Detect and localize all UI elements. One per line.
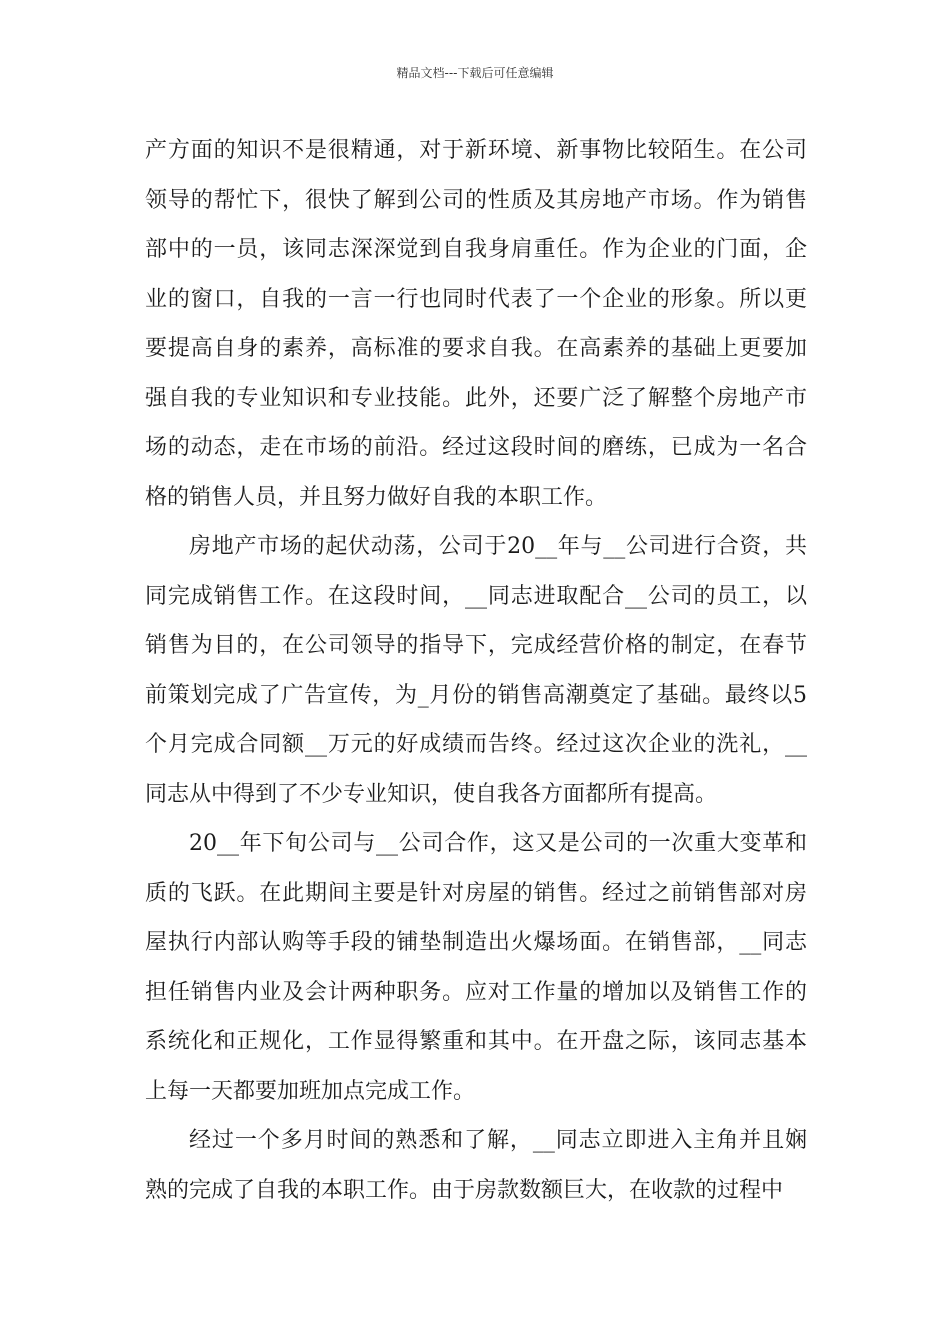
page-header: 精品文档---下载后可任意编辑 — [396, 66, 554, 80]
paragraph-line: 同志从中得到了不少专业知识，使自我各方面都所有提高。 — [145, 781, 718, 807]
paragraph-line: 前策划完成了广告宣传，为_月份的销售高潮奠定了基础。最终以5 — [145, 682, 807, 708]
paragraph-line: 要提高自身的素养，高标准的要求自我。在高素养的基础上更要加 — [145, 336, 807, 361]
paragraph-line: 业的窗口，自我的一言一行也同时代表了一个企业的形象。所以更 — [145, 286, 807, 312]
paragraph-line: 熟的完成了自我的本职工作。由于房款数额巨大，在收款的过程中 — [145, 1177, 784, 1203]
paragraph-line: 强自我的专业知识和专业技能。此外，还要广泛了解整个房地产市 — [145, 385, 807, 411]
paragraph-line: 上每一天都要加班加点完成工作。 — [145, 1078, 476, 1104]
paragraph-line: 20__年下旬公司与__公司合作，这又是公司的一次重大变革和 — [189, 831, 807, 856]
paragraph-line: 个月完成合同额__万元的好成绩而告终。经过这次企业的洗礼，__ — [145, 732, 807, 757]
paragraph-line: 领导的帮忙下，很快了解到公司的性质及其房地产市场。作为销售 — [145, 187, 807, 213]
paragraph-line: 房地产市场的起伏动荡，公司于20__年与__公司进行合资，共 — [189, 534, 807, 559]
paragraph-line: 同完成销售工作。在这段时间，__同志进取配合__公司的员工，以 — [145, 583, 807, 609]
paragraph-line: 质的飞跃。在此期间主要是针对房屋的销售。经过之前销售部对房 — [145, 880, 807, 906]
paragraph-line: 场的动态，走在市场的前沿。经过这段时间的磨练，已成为一名合 — [145, 435, 807, 460]
paragraph-line: 担任销售内业及会计两种职务。应对工作量的增加以及销售工作的 — [145, 979, 807, 1005]
paragraph-line: 产方面的知识不是很精通，对于新环境、新事物比较陌生。在公司 — [145, 138, 807, 163]
paragraph-line: 经过一个多月时间的熟悉和了解，__同志立即进入主角并且娴 — [189, 1128, 807, 1153]
paragraph-line: 系统化和正规化，工作显得繁重和其中。在开盘之际，该同志基本 — [145, 1029, 807, 1054]
document-body — [145, 130, 807, 1219]
paragraph-line: 屋执行内部认购等手段的铺垫制造出火爆场面。在销售部，__同志 — [145, 930, 807, 955]
paragraph-line: 格的销售人员，并且努力做好自我的本职工作。 — [145, 484, 608, 510]
paragraph-line: 部中的一员，该同志深深觉到自我身肩重任。作为企业的门面，企 — [145, 237, 807, 262]
paragraph-line: 销售为目的，在公司领导的指导下，完成经营价格的制定，在春节 — [145, 633, 807, 658]
